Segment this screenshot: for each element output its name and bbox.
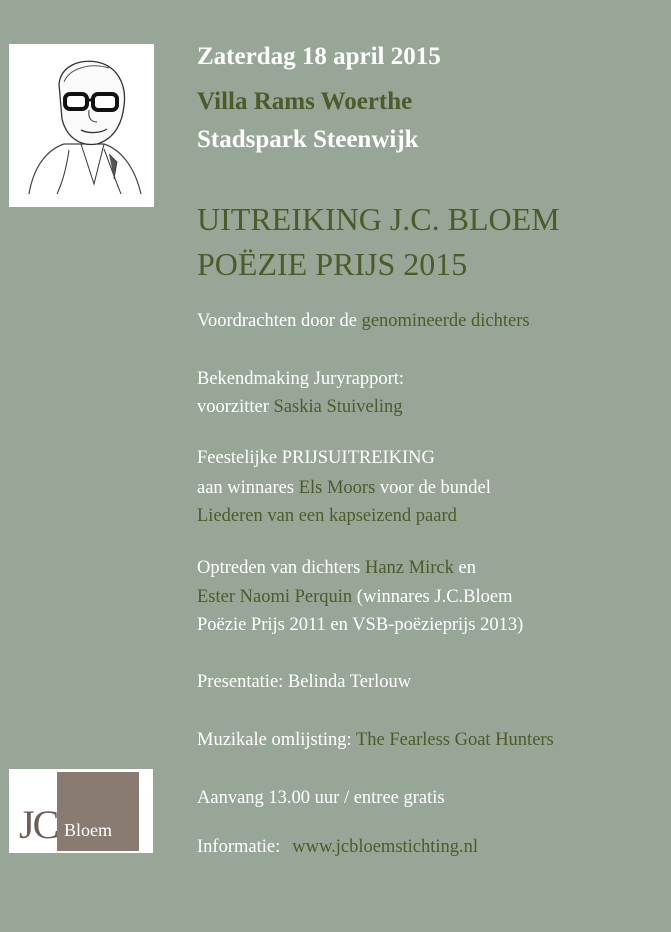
event-date: Zaterdag 18 april 2015 bbox=[197, 43, 441, 70]
bekendmaking-prefix: voorzitter bbox=[197, 397, 274, 417]
presentatie-line: Presentatie: Belinda Terlouw bbox=[197, 672, 412, 692]
feest-name: Els Moors bbox=[298, 478, 376, 498]
muzikale-prefix: Muzikale omlijsting: bbox=[197, 730, 356, 750]
optreden-prefix: Optreden van dichters bbox=[197, 558, 365, 578]
optreden-note-2: Poëzie Prijs 2011 en VSB-poëzieprijs 2013) bbox=[197, 615, 524, 635]
poet-portrait bbox=[9, 44, 154, 207]
portrait-drawing bbox=[9, 44, 154, 207]
informatie-url-link[interactable]: www.jcbloemstichting.nl bbox=[292, 837, 479, 857]
informatie-line bbox=[197, 838, 478, 857]
bekendmaking-name: Saskia Stuiveling bbox=[273, 397, 403, 417]
event-location: Stadspark Steenwijk bbox=[197, 126, 419, 153]
event-venue: Villa Rams Woerthe bbox=[197, 88, 413, 115]
feest-book-title: Liederen van een kapseizend paard bbox=[197, 506, 457, 526]
optreden-note-1: (winnares J.C.Bloem bbox=[352, 587, 513, 607]
voordrachten-prefix: Voordrachten door de bbox=[197, 311, 362, 331]
optreden-name-1: Hanz Mirck bbox=[364, 558, 454, 578]
feest-suffix: voor de bundel bbox=[375, 478, 491, 498]
optreden-line-1 bbox=[197, 559, 476, 578]
title-line-2: POËZIE PRIJS 2015 bbox=[197, 246, 468, 282]
feest-line-2 bbox=[197, 479, 491, 498]
logo-bloem-text: Bloem bbox=[64, 820, 112, 840]
bekendmaking-line-2 bbox=[197, 398, 403, 417]
bekendmaking-line-1: Bekendmaking Juryrapport: bbox=[197, 369, 405, 389]
optreden-name-2: Ester Naomi Perquin bbox=[197, 587, 353, 607]
informatie-label: Informatie: bbox=[197, 837, 281, 857]
voordrachten-highlight: genomineerde dichters bbox=[361, 311, 530, 331]
feest-prefix: aan winnares bbox=[197, 478, 299, 498]
jc-bloem-logo bbox=[9, 769, 153, 853]
voordrachten-line bbox=[197, 312, 530, 331]
muzikale-line bbox=[197, 731, 554, 750]
muzikale-name: The Fearless Goat Hunters bbox=[355, 730, 554, 750]
aanvang-line: Aanvang 13.00 uur / entree gratis bbox=[197, 788, 445, 808]
optreden-line-2 bbox=[197, 588, 512, 607]
logo-jc-text: JC bbox=[19, 802, 58, 847]
optreden-and: en bbox=[453, 558, 476, 578]
title-line-1: UITREIKING J.C. BLOEM bbox=[197, 201, 560, 237]
feest-line-1: Feestelijke PRIJSUITREIKING bbox=[197, 448, 435, 468]
